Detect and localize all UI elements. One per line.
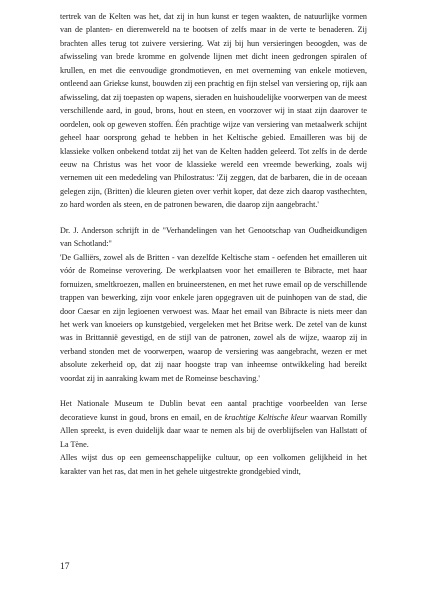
paragraph-kelten-art: tertrek van de Kelten was het, dat zij in hun kunst er tegen waakten, de natuurlijke vormen van de planten- en dierenwereld na te bootsen of zelfs maar in de verte te benaderen. Zij brachten alles terug tot zuivere versiering. Wat zij bij hun versieringen beoogden, was de afwisseling van brede kromme en golvende lijnen met dicht ineen gedrongen spiralen of krullen, en met die eenvoudige grondmotieven, en met overneming van enkele motieven, ontleend aan Griekse kunst, bouwden zij een prachtig en fijn stelsel van versiering op, rijk aan afwisseling, dat zij toepasten op wapens, sieraden en huishoudelijke voorwerpen van de meest verschillende aard, in goud, brons, hout en steen, en voorzover wij in staat zijn daarover te oordelen, ook op geweven stoffen. Één prachtige wijze van versiering van metaalwerk schijnt geheel haar oorsprong gehad te hebben in het Keltische gebied. Emailleren was bij de klassieke volken onbekend totdat zij het van de Kelten hadden geleerd. Tot zelfs in de derde eeuw na Christus was het voor de klassieke wereld een vreemde bewerking, zoals wij vernemen uit een mededeling van Philostratus: 'Zij zeggen, dat de barbaren, die in de oceaan gelegen zijn, (Britten) die kleuren gieten over verhit koper, dat deze zich daarop vasthechten, zo hard worden als steen, en de patronen bewaren, die daarop zijn aangebracht.' bbox=[60, 12, 367, 210]
paragraph-gap bbox=[60, 385, 367, 397]
paragraph-conclusion: Alles wijst dus op een gemeenschappelijke cultuur, op een volkomen gelijkheid in het karakter van het ras, dat men in het gehele uitgestrekte grondgebied vindt, bbox=[60, 453, 367, 476]
paragraph-gap bbox=[60, 212, 367, 224]
museum-text-before: Het Nationale Museum te Dublin bevat een aantal prachtige voorbeelden van Ierse decoratieve kunst in goud, brons en email, en de bbox=[60, 399, 367, 422]
museum-text-after: waarvan Romilly Allen spreekt, is even duidelijk daar waar te nemen als bij de overblijfselen van Hallstatt of La Tène. bbox=[60, 412, 367, 449]
paragraph-anderson-intro: Dr. J. Anderson schrijft in de "Verhandelingen van het Genootschap van Oudheidkundigen van Schotland:" bbox=[60, 225, 367, 249]
museum-text-italic: krachtige Keltische kleur bbox=[224, 412, 308, 422]
paragraph-anderson-quote: 'De Galliërs, zowel als de Britten - van dezelfde Keltische stam - oefenden het emailleren uit vóór de Romeinse verovering. De werkplaatsen voor het emailleren te Bibracte, met haar fornuizen, smeltkroezen, mallen en bruineerstenen, en met het ruwe email op de verschillende trappen van bewerking, zijn voor enkele jaren opgegraven uit de puinhopen van de stad, die door Caesar en zijn legioenen verwoest was. Maar het email van Bibracte is niets meer dan het werk van knoeiers op kunstgebied, vergeleken met het Britse werk. De zetel van de kunst was in Brittannië gevestigd, en de stijl van de patronen, zowel als de wijze, waarop zij in verband stonden met de voorwerpen, waarop de versiering was aangebracht, wezen er met absolute zekerheid op, dat zij naar hoogste trap van inheemse ontwikkeling had bereikt voordat zij in aanraking kwam met de Romeinse beschaving.' bbox=[60, 252, 367, 383]
page-number: 17 bbox=[60, 562, 70, 572]
paragraph-dublin-museum bbox=[60, 397, 367, 451]
body-text bbox=[60, 10, 367, 478]
